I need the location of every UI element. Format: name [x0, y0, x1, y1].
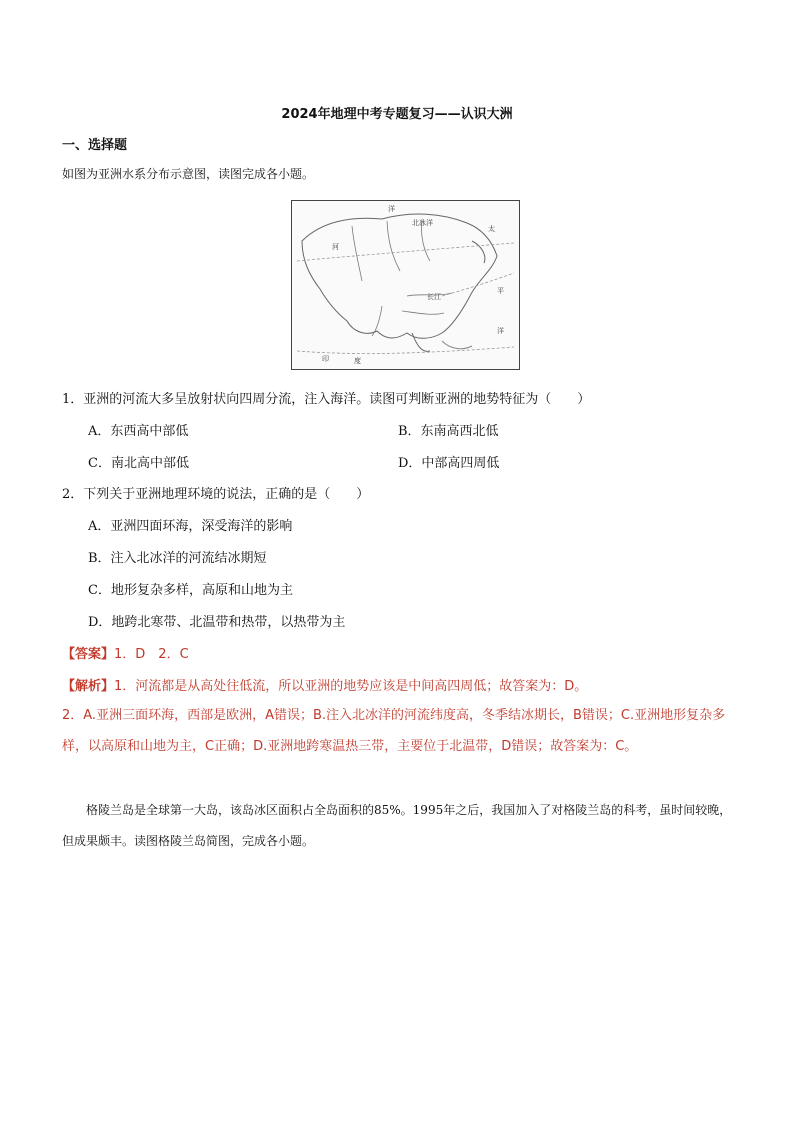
q1-option-a: A．东西高中部低: [88, 424, 189, 439]
analysis-text-2: 2．A.亚洲三面环海，西部是欧洲，A错误；B.注入北冰洋的河流纬度高，冬季结冰期长，B错误；C.亚洲地形复杂多样，以高原和山地为主，C正确；D.亚洲地跨寒温热三带，主要位于北温带，D错误；故答案为：C。: [62, 708, 726, 754]
q1-option-b: B．东南高西北低: [398, 424, 499, 439]
page-title: 2024年地理中考专题复习——认识大洲: [281, 107, 513, 122]
question-1-stem: 1．亚洲的河流大多呈放射状向四周分流，注入海洋。读图可判断亚洲的地势特征为（ ）: [62, 392, 591, 407]
q1-option-c: C．南北高中部低: [88, 456, 189, 471]
map-label: 洋: [388, 205, 395, 213]
q2-option-b: B．注入北冰洋的河流结冰期短: [88, 551, 267, 566]
map-label: 洋: [497, 327, 504, 335]
asia-river-map: [291, 200, 520, 370]
map-label: 长江: [427, 293, 441, 301]
analysis-text-1: 1．河流都是从高处往低流，所以亚洲的地势应该是中间高四周低；故答案为：D。: [114, 679, 588, 694]
map-label: 平: [497, 287, 504, 295]
map-label: 太: [488, 225, 495, 233]
q1-option-d: D．中部高四周低: [398, 456, 500, 471]
map-label: 印: [322, 355, 329, 363]
answer-text: 1．D 2．C: [114, 647, 189, 662]
map-label: 北冰洋: [412, 219, 433, 227]
map-label: 河: [332, 243, 339, 251]
q2-option-d: D．地跨北寒带、北温带和热带，以热带为主: [88, 615, 346, 630]
analysis-line-1: [62, 675, 587, 694]
intro-text: 如图为亚洲水系分布示意图，读图完成各小题。: [62, 167, 315, 181]
section-heading: 一、选择题: [62, 138, 128, 153]
analysis-label: 【解析】: [62, 679, 115, 694]
q2-option-a: A．亚洲四面环海，深受海洋的影响: [88, 519, 293, 534]
passage-text: 格陵兰岛是全球第一大岛，该岛冰区面积占全岛面积的85%。1995年之后，我国加入了对格陵兰岛的科考，虽时间较晚，但成果颇丰。读图格陵兰岛简图，完成各小题。: [62, 803, 732, 848]
asia-map-drawing: [292, 201, 519, 369]
q2-option-c: C．地形复杂多样，高原和山地为主: [88, 583, 293, 598]
answer-label: 【答案】: [62, 647, 115, 662]
answer-line: [62, 643, 189, 662]
map-label: 度: [354, 357, 361, 365]
question-2-stem: 2．下列关于亚洲地理环境的说法，正确的是（ ）: [62, 487, 370, 502]
